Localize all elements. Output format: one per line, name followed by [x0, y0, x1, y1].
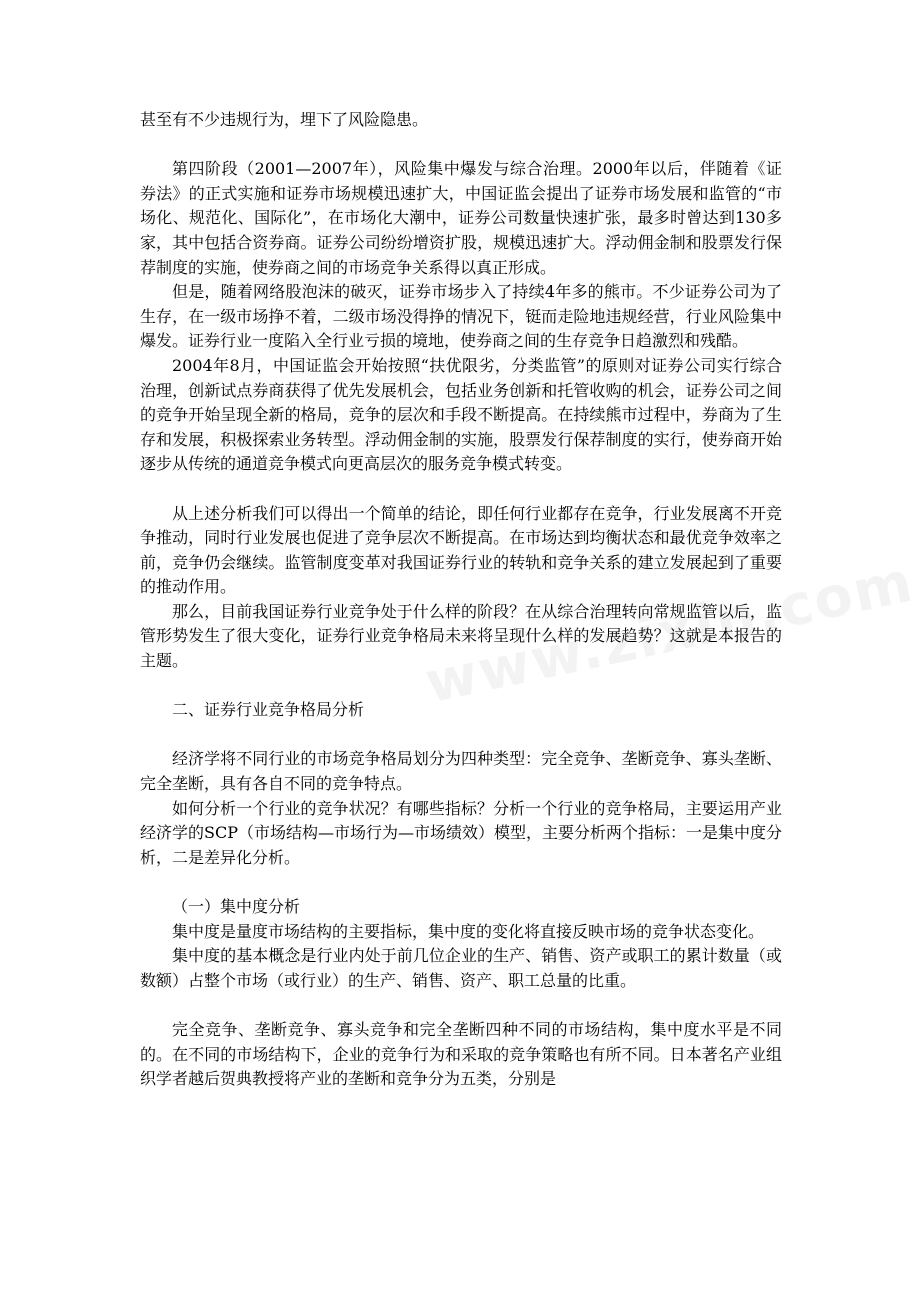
paragraph-conclusion: 从上述分析我们可以得出一个简单的结论，即任何行业都存在竞争，行业发展离不开竞争推动，同时行业发展也促进了竞争层次不断提高。在市场达到均衡状态和最优竞争效率之前，竞争仍会继续。监管制度变革对我国证券行业的转轨和竞争关系的建立发展起到了重要的推动作用。	[140, 503, 782, 597]
subsection-heading: （一）集中度分析	[172, 897, 301, 916]
paragraph-continued: 甚至有不少违规行为，埋下了风险隐患。	[140, 110, 429, 129]
paragraph-gap	[140, 870, 782, 895]
section-heading: 二、证券行业竞争格局分析	[172, 700, 365, 720]
paragraph-gap	[140, 674, 782, 699]
paragraph-concentration-definition: 集中度的基本概念是行业内处于前几位企业的生产、销售、资产或职工的累计数量（或数额）占整个市场（或行业）的生产、销售、资产、职工总量的比重。	[140, 946, 782, 990]
paragraph-market-structures: 完全竞争、垄断竞争、寡头竞争和完全垄断四种不同的市场结构，集中度水平是不同的。在不同的市场结构下，企业的竞争行为和采取的竞争策略也有所不同。日本著名产业组织学者越后贺典教授将产业的垄断和竞争分为五类，分别是	[140, 1019, 782, 1089]
paragraph-gap	[140, 477, 782, 502]
paragraph-concentration-indicator: 集中度是量度市场结构的主要指标，集中度的变化将直接反映市场的竞争状态变化。	[172, 921, 765, 941]
paragraph-scp-model: 如何分析一个行业的竞争状况？有哪些指标？分析一个行业的竞争格局，主要运用产业经济学的SCP（市场结构—市场行为—市场绩效）模型，主要分析两个指标：一是集中度分析，二是差异化分析。	[140, 798, 782, 867]
document-body	[140, 108, 782, 1092]
paragraph-report-theme: 那么，目前我国证券行业竞争处于什么样的阶段？在从综合治理转向常规监管以后，监管形势发生了很大变化，证券行业竞争格局未来将呈现什么样的发展趋势？这就是本报告的主题。	[140, 601, 782, 671]
paragraph-gap	[140, 993, 782, 1018]
paragraph-2004-governance: 2004年8月，中国证监会开始按照“扶优限劣，分类监管”的原则对证券公司实行综合治理，创新试点券商获得了优先发展机会，包括业务创新和托管收购的机会，证券公司之间的竞争开始呈现全新的格局，竞争的层次和手段不断提高。在持续熊市过程中，券商为了生存和发展，积极探索业务转型。浮动佣金制的实施，股票发行保荐制度的实行，使券商开始逐步从传统的通道竞争模式向更高层次的服务竞争模式转变。	[140, 355, 782, 474]
paragraph-market-types: 经济学将不同行业的市场竞争格局划分为四种类型：完全竞争、垄断竞争、寡头垄断、完全垄断，具有各自不同的竞争特点。	[140, 749, 782, 794]
paragraph-gap	[140, 133, 782, 158]
paragraph-gap	[140, 723, 782, 748]
paragraph-stage-four: 第四阶段（2001—2007年），风险集中爆发与综合治理。2000年以后，伴随着《证券法》的正式实施和证券市场规模迅速扩大，中国证监会提出了证券市场发展和监管的“市场化、规范化、国际化”，在市场化大潮中，证券公司数量快速扩张，最多时曾达到130多家，其中包括合资券商。证券公司纷纷增资扩股，规模迅速扩大。浮动佣金制和股票发行保荐制度的实施，使券商之间的市场竞争关系得以真正形成。	[140, 159, 782, 277]
paragraph-bear-market: 但是，随着网络股泡沫的破灭，证券市场步入了持续4年多的熊市。不少证券公司为了生存，在一级市场挣不着，二级市场没得挣的情况下，铤而走险地违规经营，行业风险集中爆发。证券行业一度陷入全行业亏损的境地，使券商之间的生存竞争日趋激烈和残酷。	[140, 282, 782, 351]
